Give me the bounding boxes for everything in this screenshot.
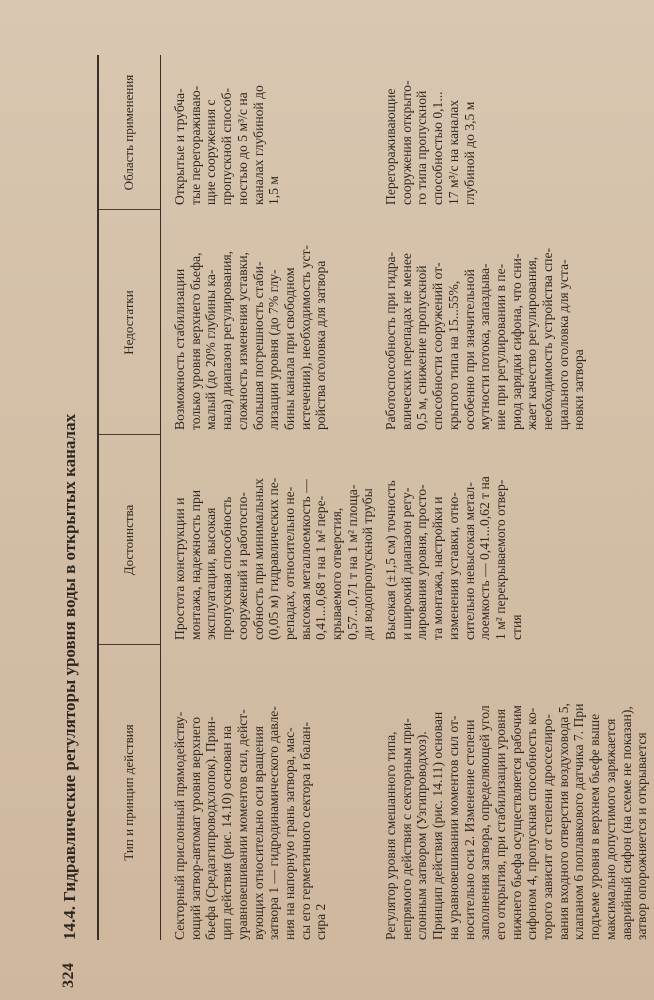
text-line: бьефа (Средазгипроводхлопок). Прин- [203, 716, 219, 940]
text-line: высокая металлоемкость — [297, 479, 313, 640]
text-line: изменения уставки, отно- [445, 492, 461, 640]
row1-application-cell [172, 55, 282, 205]
text-line: клапаном 6 поплавкового датчика 7. При [571, 703, 587, 940]
text-line: влических перепадах не менее [398, 253, 414, 430]
text-line: монтажа, надежность при [187, 489, 203, 640]
text-line: особенно при значительной [461, 269, 477, 430]
text-line: ющий затвор-автомат уровня верхнего [187, 717, 203, 940]
text-line: малый (до 20% глубины ка- [203, 269, 219, 430]
text-line: сложность изменения уставки, [234, 252, 250, 430]
text-line: Высокая (±1,5 см) точность [383, 480, 398, 640]
text-line: бины канала при свободном [281, 267, 297, 430]
text-line: нала) диапазон регулирования, [219, 250, 235, 430]
text-line: заполнения затвора, определяющей угол [477, 705, 493, 940]
text-line: циального оголовка для уста- [555, 259, 571, 430]
text-line: сифоном 4, пропускная способность ко- [524, 707, 540, 940]
text-line: репадах, относительно не- [281, 486, 297, 640]
text-line: каналах глубиной до [250, 85, 266, 205]
text-line: способности сооружений от- [430, 262, 446, 430]
text-line: Перегораживающие [383, 88, 398, 205]
text-line: ния на напорную грань затвора, мас- [281, 727, 297, 940]
row2-disadvantages-cell [383, 210, 587, 430]
text-line: способностью 0,1... [430, 91, 446, 205]
text-line: 17 м³/с на каналах [445, 99, 461, 205]
text-line: новки затвора [571, 349, 587, 430]
text-line: истечении), необходимость уст- [297, 245, 313, 430]
text-line: го типа пропускной [414, 90, 430, 205]
text-line: крываемого отверстия, [329, 507, 345, 640]
text-line: ностью до 5 м³/с на [234, 92, 250, 205]
text-line: затвора 1 — гидродинамического давле- [266, 706, 282, 940]
text-line: Секторный прислонный прямодейству- [172, 711, 187, 940]
text-line: на уравновешивании моментов сил от- [445, 715, 461, 940]
text-line: только уровня верхнего бьефа, [187, 252, 203, 430]
text-line: вания входного отверстия воздуховода 5, [555, 703, 571, 940]
text-line: сооружения открыто- [398, 80, 414, 205]
text-line: крытого типа на 15...55%, [445, 280, 461, 430]
text-line: щие сооружения с [203, 99, 219, 205]
text-line: пропускная способность [219, 496, 235, 640]
text-line: (0,05 м) гидравлических пе- [266, 477, 282, 640]
column-header-type: Тип и принцип действия [121, 724, 136, 861]
header-bottom-rule [160, 55, 161, 940]
text-line: ди водопропускной трубы [360, 488, 376, 640]
text-line: аварийный сифон (на схеме не показан), [618, 706, 634, 940]
text-line: 0,57...0,71 т на 1 м² площа- [344, 484, 360, 640]
row1-disadvantages-cell [172, 210, 329, 430]
text-line: лизации уровня (до 7% глу- [266, 269, 282, 430]
text-line: Возможность стабилизации [172, 268, 187, 430]
text-line: уравновешивании моментов сил, дейст- [234, 709, 250, 940]
text-line: подъеме уровня в верхнем бьефе выше [587, 713, 603, 940]
text-line: вующих относительно оси вращения [250, 726, 266, 940]
table-top-rule [97, 55, 99, 940]
text-line: нижнего бьефа осуществляется рабочим [508, 705, 524, 940]
text-line: жает качество регулирования, [524, 256, 540, 430]
text-line: большая погрешность стаби- [250, 261, 266, 430]
text-line: сооружений и работоспо- [234, 492, 250, 640]
page-number: 324 [60, 962, 77, 988]
text-line: ройства оголовка для затвора [313, 260, 329, 430]
text-line: Открытые и трубча- [172, 88, 187, 205]
text-line: лирования уровня, просто- [414, 484, 430, 640]
text-line: Простота конструкции и [172, 497, 187, 640]
text-line: Работоспособность при гидра- [383, 251, 398, 430]
text-line: максимально допустимого заряжается [602, 718, 618, 940]
text-line: ние при регулировании в пе- [492, 263, 508, 430]
text-line: его открытия, при стабилизации уровня [492, 709, 508, 940]
text-line: стия [508, 614, 524, 640]
text-line: торого зависит от степени дросселиро- [540, 714, 556, 940]
text-line: затвор опорожняется и открывается [634, 732, 650, 940]
row2-type-cell [383, 650, 650, 940]
text-line: необходимость устройства спе- [540, 247, 556, 430]
row1-type-cell [172, 650, 329, 940]
text-line: 1 м² перекрываемого отвер- [492, 479, 508, 640]
text-line: эксплуатации, высокая [203, 507, 219, 640]
text-line: сительно невысокая метал- [461, 482, 477, 640]
text-line: непрямого действия с секторным при- [398, 718, 414, 940]
column-header-disadvantages: Недостатки [121, 290, 136, 355]
text-line: глубиной до 3,5 м [461, 101, 477, 205]
text-line: пропускной способ- [219, 87, 235, 205]
text-line: сира 2 [313, 903, 329, 940]
text-line: та монтажа, настройки и [430, 496, 446, 640]
text-line: 1,5 м [266, 176, 282, 205]
text-line: Регулятор уровня смешанного типа, [383, 731, 398, 940]
column-header-application: Область применения [121, 74, 136, 191]
row1-advantages-cell [172, 435, 376, 640]
text-line: слонным затвором (Узгипроводхоз). [414, 731, 430, 940]
text-line: и широкий диапазон регу- [398, 487, 414, 640]
text-line: риод зарядки сифона, что сни- [508, 253, 524, 430]
text-line: лоемкость — 0,41...0,62 т на [477, 476, 493, 640]
text-line: 0,5 м, снижение пропускной [414, 265, 430, 430]
text-line: сы его герметичного сектора и балан- [297, 721, 313, 940]
text-line: носительно оси 2. Изменение степени [461, 719, 477, 940]
text-line: мутности потока, запаздыва- [477, 263, 493, 430]
text-line: тые перегораживаю- [187, 85, 203, 205]
column-header-advantages: Достоинства [121, 504, 136, 576]
row2-advantages-cell [383, 435, 524, 640]
text-line: 0,41...0,68 т на 1 м² пере- [313, 495, 329, 640]
text-line: собность при минимальных [250, 478, 266, 640]
row2-application-cell [383, 55, 477, 205]
text-line: Принцип действия (рис. 14.11) основан [430, 711, 446, 940]
section-title: 14.4. Гидравлические регуляторы уровня воды в открытых каналах [60, 413, 79, 940]
text-line: цип действия (рис. 14.10) основан на [219, 725, 235, 940]
